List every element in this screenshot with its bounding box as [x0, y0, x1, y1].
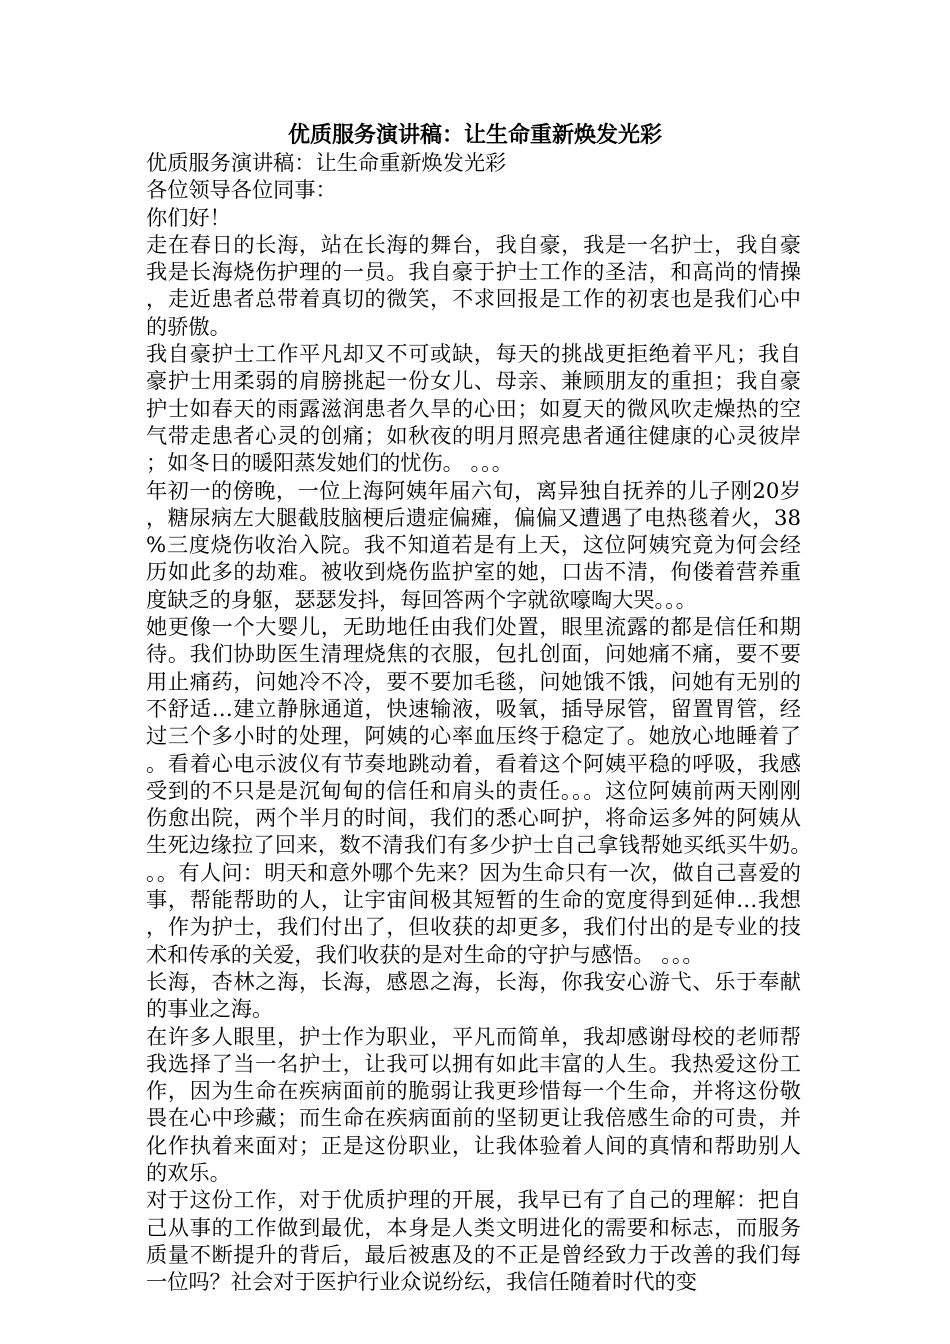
- paragraph-body: 她更像一个大婴儿，无助地任由我们处置，眼里流露的都是信任和期待。我们协助医生清理烧焦的衣服，包扎创面，问她痛不痛，要不要用止痛药，问她冷不冷，要不要加毛毯，问她饿不饿，问她有无别的不舒适…建立静脉通道，快速输液，吸氧，插导尿管，留置胃管，经过三个多小时的处理，阿姨的心率血压终于稳定了。她放心地睡着了。看着心电示波仪有节奏地跳动着，看着这个阿姨平稳的呼吸，我感受到的不只是是沉甸甸的信任和肩头的责任。。。这位阿姨前两天刚刚伤愈出院，两个半月的时间，我们的悉心呵护，将命运多舛的阿姨从生死边缘拉了回来，数不清我们有多少护士自己拿钱帮她买纸买牛奶。。。有人问：明天和意外哪个先来？因为生命只有一次，做自己喜爱的事，帮能帮助的人，让宇宙间极其短暂的生命的宽度得到延伸…我想，作为护士，我们付出了，但收获的却更多，我们付出的是专业的技术和传承的关爱，我们收获的是对生命的守护与感悟。 。。。: [146, 614, 801, 967]
- paragraph-body: 对于这份工作，对于优质护理的开展，我早已有了自己的理解：把自己从事的工作做到最优，本身是人类文明进化的需要和标志，而服务质量不断提升的背后，最后被惠及的不正是曾经致力于改善的我们每一位吗？社会对于医护行业众说纷纭，我信任随着时代的变: [146, 1187, 801, 1295]
- document-body: [146, 149, 801, 1295]
- document-title: 优质服务演讲稿：让生命重新焕发光彩: [287, 122, 662, 148]
- paragraph-body: 长海，杏林之海，长海，感恩之海，长海，你我安心游弋、乐于奉献的事业之海。: [146, 968, 801, 1022]
- paragraph-salutation: 各位领导各位同事：: [146, 177, 337, 203]
- paragraph-body: 走在春日的长海，站在长海的舞台，我自豪，我是一名护士，我自豪我是长海烧伤护理的一员。我自豪于护士工作的圣洁，和高尚的情操，走近患者总带着真切的微笑，不求回报是工作的初衷也是我们心中的骄傲。: [146, 231, 801, 339]
- paragraph-body: 我自豪护士工作平凡却又不可或缺，每天的挑战更拒绝着平凡；我自豪护士用柔弱的肩膀挑起一份女儿、母亲、兼顾朋友的重担；我自豪护士如春天的雨露滋润患者久旱的心田；如夏天的微风吹走燥热的空气带走患者心灵的创痛；如秋夜的明月照亮患者通往健康的心灵彼岸；如冬日的暖阳蒸发她们的忧伤。 。。。: [146, 341, 801, 476]
- paragraph-greeting: 你们好！: [146, 204, 231, 230]
- paragraph-heading-repeat: 优质服务演讲稿：让生命重新焕发光彩: [146, 150, 507, 175]
- paragraph-body: 在许多人眼里，护士作为职业，平凡而简单，我却感谢母校的老师帮我选择了当一名护士，让我可以拥有如此丰富的人生。我热爱这份工作，因为生命在疾病面前的脆弱让我更珍惜每一个生命，并将这份敬畏在心中珍藏；而生命在疾病面前的坚韧更让我倍感生命的可贵，并化作执着来面对；正是这份职业，让我体验着人间的真情和帮助别人的欢乐。: [146, 1023, 801, 1185]
- paragraph-body: 年初一的傍晚，一位上海阿姨年届六旬，离异独自抚养的儿子刚20岁，糖尿病左大腿截肢脑梗后遗症偏瘫，偏偏又遭遇了电热毯着火，38%三度烧伤收治入院。我不知道若是有上天，这位阿姨究竟为何会经历如此多的劫难。被收到烧伤监护室的她，口齿不清，佝偻着营养重度缺乏的身躯，瑟瑟发抖，每回答两个字就欲嚎啕大哭。。。: [146, 477, 801, 612]
